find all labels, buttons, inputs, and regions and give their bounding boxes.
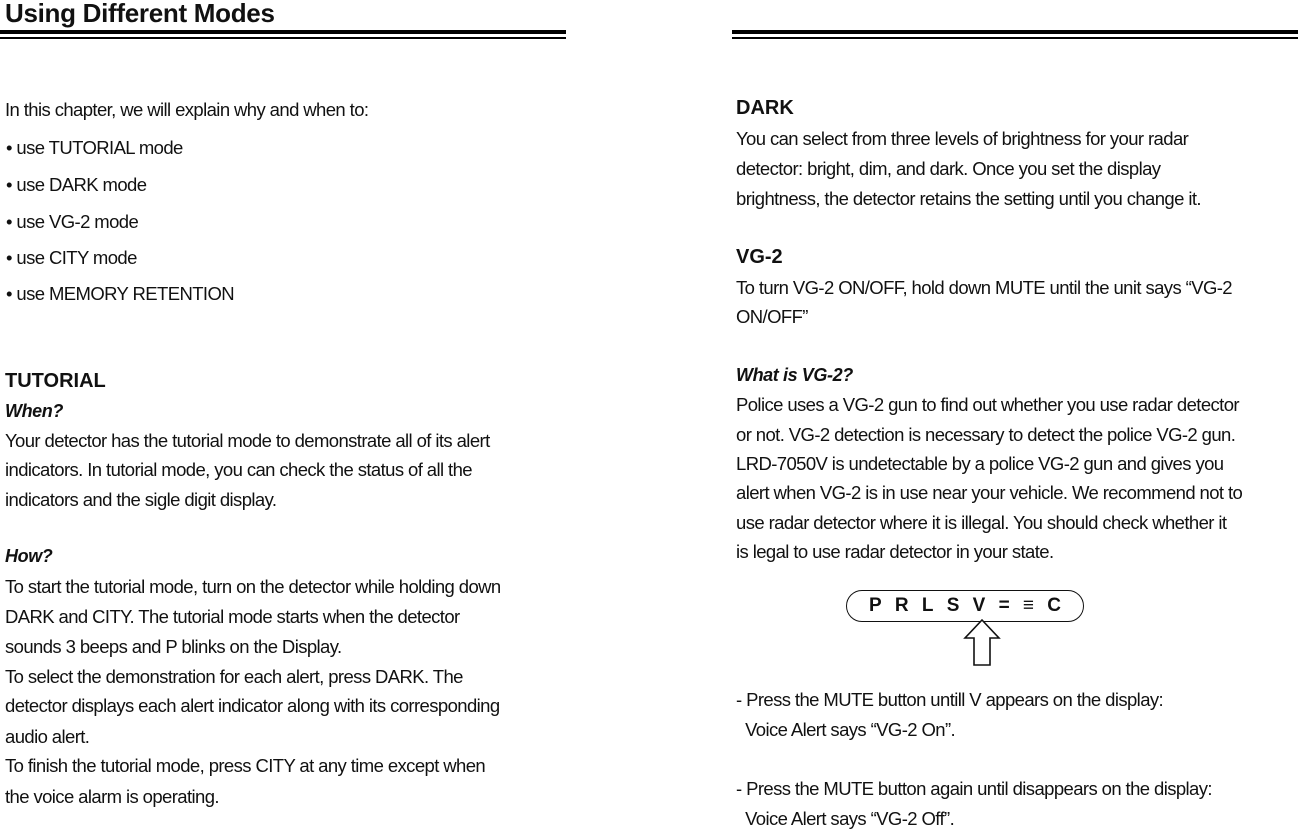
paragraph-line: detector displays each alert indicator along with its corresponding [5, 695, 500, 716]
paragraph-line: Your detector has the tutorial mode to demonstrate all of its alert [5, 430, 490, 451]
display-char-c: C [1047, 595, 1061, 616]
display-char-p: P [869, 595, 882, 616]
paragraph-line: indicators. In tutorial mode, you can check the status of all the [5, 459, 472, 480]
paragraph-line: To start the tutorial mode, turn on the detector while holding down [5, 576, 501, 597]
list-item: • use MEMORY RETENTION [6, 283, 234, 304]
right-rule-thin [732, 37, 1298, 39]
display-char-r: R [894, 595, 909, 616]
display-char-l: L [921, 595, 934, 616]
page-title: Using Different Modes [5, 0, 275, 28]
paragraph-line: the voice alarm is operating. [5, 786, 219, 807]
paragraph-line: LRD-7050V is undetectable by a police VG-2 gun and gives you [736, 453, 1224, 474]
paragraph-line: indicators and the sigle digit display. [5, 489, 277, 510]
paragraph-line: To select the demonstration for each alert, press DARK. The [5, 666, 463, 687]
dark-heading: DARK [736, 97, 794, 119]
paragraph-line: alert when VG-2 is in use near your vehicle. We recommend not to [736, 482, 1243, 503]
title-rule-thick [0, 30, 566, 34]
list-item: • use DARK mode [6, 174, 147, 195]
list-item: • use VG-2 mode [6, 211, 139, 232]
paragraph-line: detector: bright, dim, and dark. Once you set the display [736, 158, 1161, 179]
paragraph-line: brightness, the detector retains the setting until you change it. [736, 188, 1201, 209]
display-char-s: S [946, 595, 960, 616]
paragraph-line: sounds 3 beeps and P blinks on the Display. [5, 636, 342, 657]
title-rule-thin [0, 37, 566, 39]
list-item: • use CITY mode [6, 247, 137, 268]
paragraph-line: To turn VG-2 ON/OFF, hold down MUTE until the unit says “VG-2 [736, 277, 1232, 298]
paragraph-line: DARK and CITY. The tutorial mode starts when the detector [5, 606, 460, 627]
paragraph-line: You can select from three levels of brightness for your radar [736, 128, 1189, 149]
step-line: Voice Alert says “VG-2 Off”. [736, 808, 955, 829]
intro-text: In this chapter, we will explain why and when to: [5, 99, 369, 120]
display-char-triple: ≡ [1022, 595, 1035, 616]
tutorial-heading: TUTORIAL [5, 370, 106, 392]
up-arrow-icon [962, 618, 1002, 668]
paragraph-line: audio alert. [5, 726, 90, 747]
whatis-heading: What is VG-2? [736, 365, 853, 385]
paragraph-line: Police uses a VG-2 gun to find out whether you use radar detector [736, 394, 1239, 415]
paragraph-line: or not. VG-2 detection is necessary to detect the police VG-2 gun. [736, 424, 1236, 445]
paragraph-line: ON/OFF” [736, 306, 808, 327]
list-item: • use TUTORIAL mode [6, 137, 183, 158]
step-line: Voice Alert says “VG-2 On”. [736, 719, 956, 740]
step-line: - Press the MUTE button again until disappears on the display: [736, 778, 1212, 799]
when-heading: When? [5, 401, 63, 421]
display-char-equals: = [998, 595, 1010, 616]
vg2-heading: VG-2 [736, 246, 783, 268]
paragraph-line: use radar detector where it is illegal. You should check whether it [736, 512, 1227, 533]
paragraph-line: To finish the tutorial mode, press CITY at any time except when [5, 755, 486, 776]
how-heading: How? [5, 546, 53, 566]
step-line: - Press the MUTE button untill V appears on the display: [736, 689, 1164, 710]
display-char-v: V [972, 595, 986, 616]
right-rule-thick [732, 30, 1298, 34]
paragraph-line: is legal to use radar detector in your state. [736, 541, 1054, 562]
